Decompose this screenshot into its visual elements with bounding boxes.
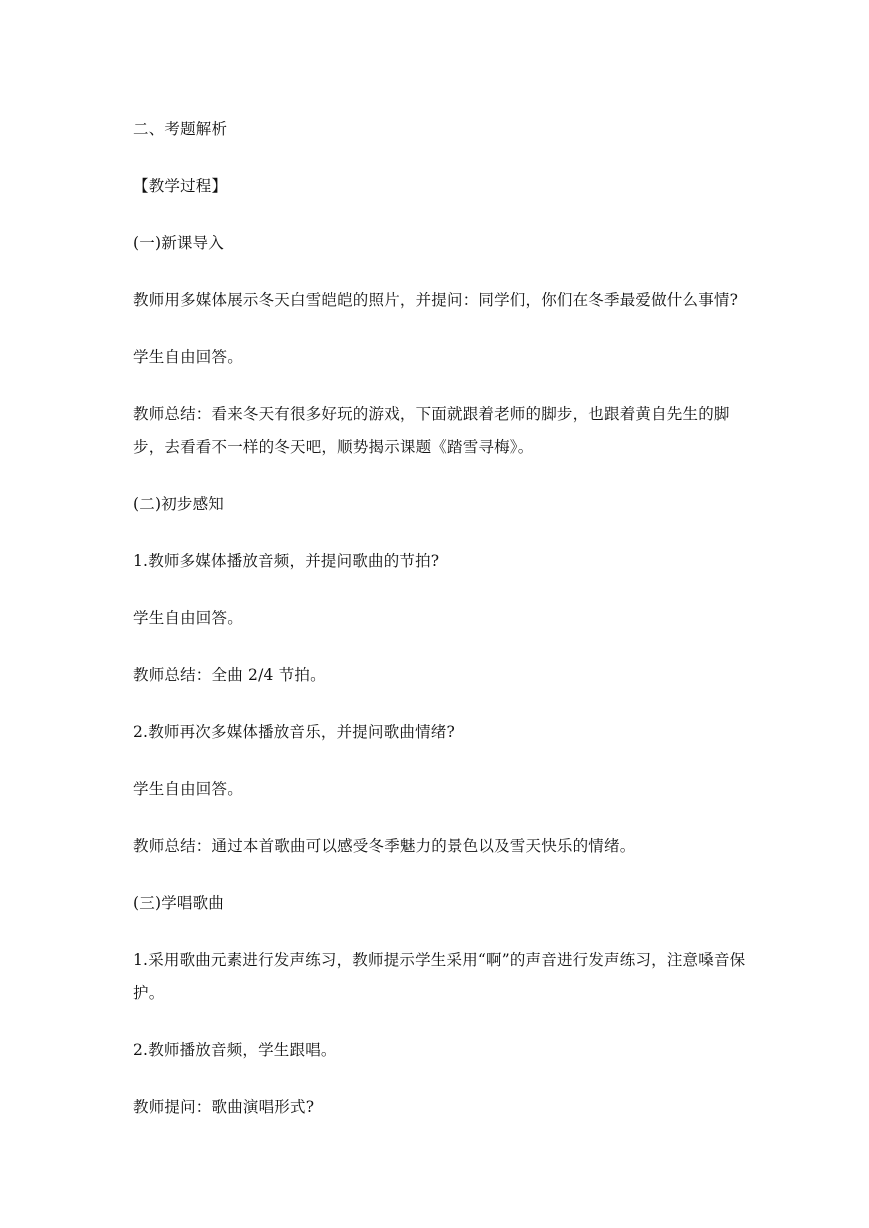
paragraph: 1.教师多媒体播放音频，并提问歌曲的节拍?	[133, 552, 440, 570]
paragraph: 学生自由回答。	[133, 780, 243, 798]
paragraph: 2.教师再次多媒体播放音乐，并提问歌曲情绪?	[133, 723, 455, 741]
paragraph: 教师总结：看来冬天有很多好玩的游戏，下面就跟着老师的脚步，也跟着黄自先生的脚步，去看看不一样的冬天吧，顺势揭示课题《踏雪寻梅》。	[133, 405, 730, 456]
paragraph: 教师用多媒体展示冬天白雪皑皑的照片，并提问：同学们，你们在冬季最爱做什么事情?	[133, 291, 739, 309]
paragraph: 教师总结：通过本首歌曲可以感受冬季魅力的景色以及雪天快乐的情绪。	[133, 837, 636, 855]
paragraph: 学生自由回答。	[133, 609, 243, 627]
paragraph: 教师总结：全曲 2/4 节拍。	[133, 666, 326, 684]
subsection-heading: 【教学过程】	[133, 177, 228, 195]
step-heading-3: (三)学唱歌曲	[133, 894, 224, 912]
step-heading-1: (一)新课导入	[133, 234, 224, 252]
paragraph: 2.教师播放音频，学生跟唱。	[133, 1041, 337, 1059]
paragraph: 教师提问：歌曲演唱形式?	[133, 1098, 315, 1116]
step-heading-2: (二)初步感知	[133, 495, 224, 513]
paragraph: 学生自由回答。	[133, 348, 243, 366]
paragraph: 1.采用歌曲元素进行发声练习，教师提示学生采用“啊”的声音进行发声练习，注意嗓音保护。	[133, 951, 746, 1002]
section-heading: 二、考题解析	[133, 120, 228, 138]
